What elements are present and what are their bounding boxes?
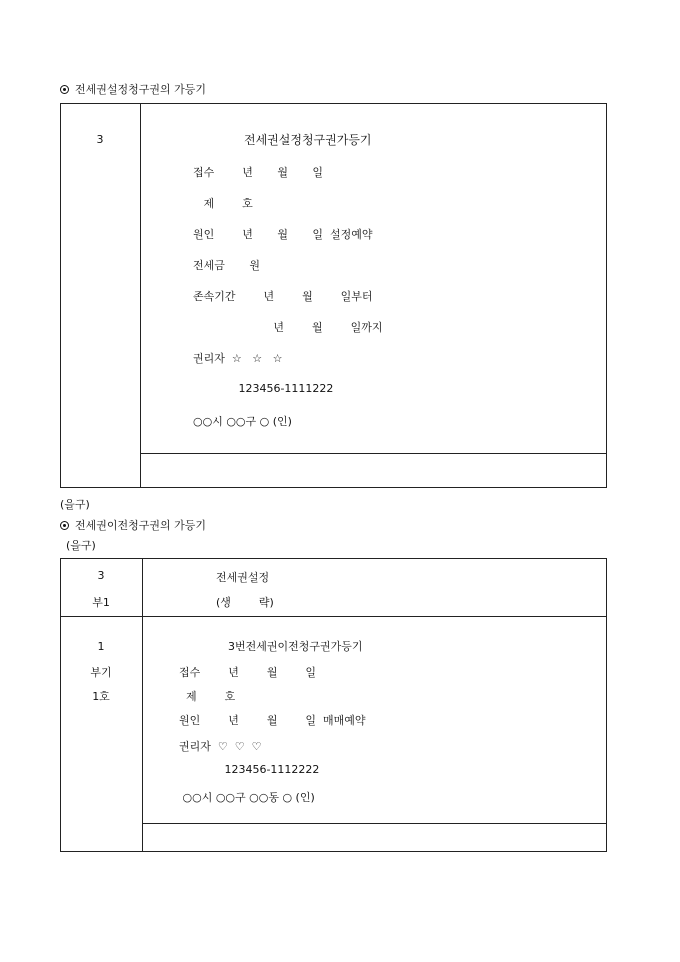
section1-heading: 전세권설정청구권의 가등기 — [60, 81, 206, 97]
section2-line-address: ○○시 ○○구 ○○동 ○ (인) — [179, 791, 315, 804]
radio-bullet-icon — [60, 521, 69, 530]
section1-line-cause: 원인 년 월 일 설정예약 — [193, 228, 373, 241]
section2-heading: 전세권이전청구권의 가등기 — [60, 517, 206, 533]
section2-row1-title: 전세권설정 — [216, 571, 270, 584]
section1-line-deposit: 전세금 원 — [193, 259, 260, 272]
section2-sub-heading: (을구) — [66, 539, 96, 552]
section2-row2-sub2: 1호 — [92, 690, 110, 703]
section2-line-id: 123456-1112222 — [179, 763, 320, 776]
section1-line-number: 제 호 — [193, 197, 253, 210]
section1-line-period-from: 존속기간 년 월 일부터 — [193, 290, 373, 303]
between-note: (을구) — [60, 498, 90, 511]
section1-row-number: 3 — [96, 133, 104, 146]
section2-row2-number: 1 — [97, 640, 105, 653]
section1-line-id: 123456-1111222 — [193, 382, 334, 395]
section2-row2-sub1: 부기 — [90, 666, 112, 679]
section2-row1-note: (생 략) — [216, 596, 274, 609]
section2-line-holder: 권리자 ♡ ♡ ♡ — [179, 740, 262, 753]
section2-line-cause: 원인 년 월 일 매매예약 — [179, 714, 366, 727]
section1-column-divider — [140, 103, 141, 488]
section1-line-receipt: 접수 년 월 일 — [193, 166, 324, 179]
section2-line-receipt: 접수 년 월 일 — [179, 666, 317, 679]
section2-bottom-divider — [142, 823, 607, 824]
section1-title: 전세권설정청구권가등기 — [244, 133, 372, 147]
section2-row1-sub: 부1 — [92, 596, 110, 609]
section1-bottom-divider — [140, 453, 607, 454]
section1-line-period-to: 년 월 일까지 — [193, 321, 383, 334]
section2-row1-number: 3 — [97, 569, 105, 582]
section2-column-divider — [142, 558, 143, 852]
section1-line-address: ○○시 ○○구 ○ (인) — [193, 415, 292, 428]
radio-bullet-icon — [60, 85, 69, 94]
section2-row-divider — [60, 616, 607, 617]
section2-line-number: 제 호 — [179, 690, 236, 703]
section2-row2-title: 3번전세권이전청구권가등기 — [228, 640, 363, 653]
section1-line-holder: 권리자 ☆ ☆ ☆ — [193, 352, 283, 365]
